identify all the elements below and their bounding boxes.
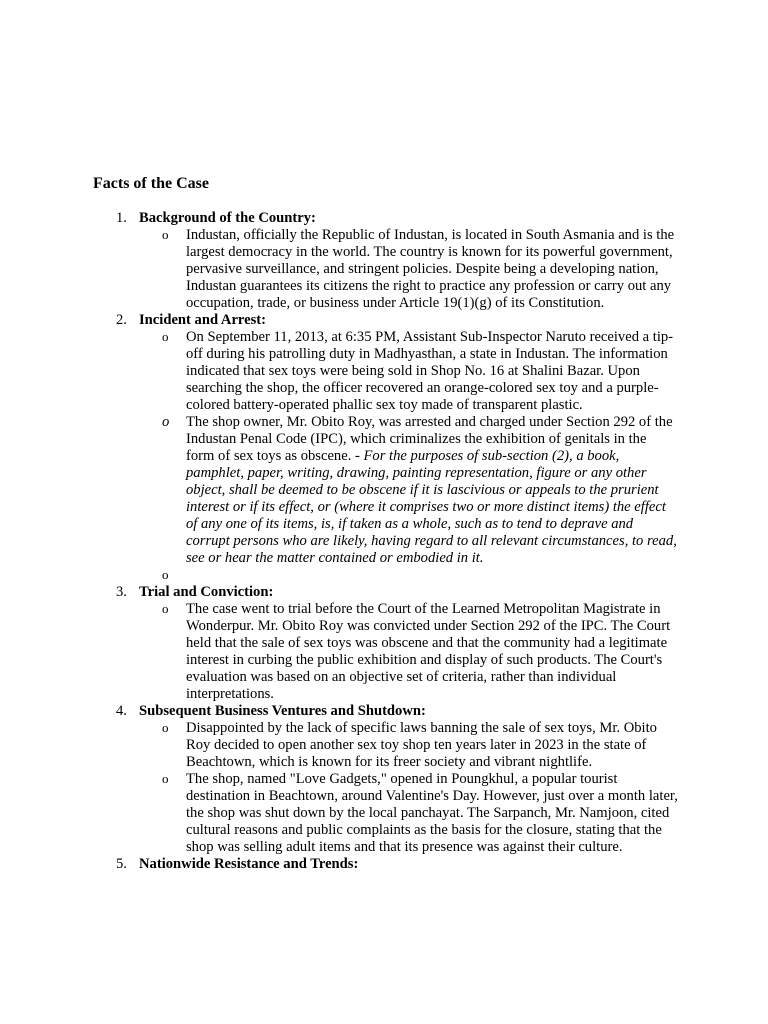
empty-list-item bbox=[162, 567, 678, 584]
section-incident bbox=[0, 312, 768, 584]
bullet-text: The shop, named "Love Gadgets," opened in Poungkhul, a popular tourist destination in Beachtown, around Valentine's Day. However, just over a month later, the shop was shut down by the local panchayat. The Sarpanch, Mr. Namjoon, cited cultural reasons and public complaints as the basis for the closure, stating that the shop was selling adult items and that its presence was against their culture. bbox=[186, 771, 678, 855]
bullet-marker: o bbox=[162, 227, 169, 242]
bullet-marker: o bbox=[162, 771, 169, 786]
list-item bbox=[162, 414, 678, 567]
list-item bbox=[162, 601, 678, 703]
bullet-marker: o bbox=[162, 601, 169, 616]
section-number: 1. bbox=[116, 210, 127, 226]
section-title: Incident and Arrest: bbox=[139, 312, 267, 328]
section-resistance bbox=[0, 856, 768, 873]
bullet-marker: o bbox=[162, 567, 169, 582]
section-title: Background of the Country: bbox=[139, 210, 316, 226]
section-title: Trial and Conviction: bbox=[139, 584, 274, 600]
bullet-marker: o bbox=[162, 329, 169, 344]
bullet-marker: o bbox=[162, 414, 170, 430]
bullet-list bbox=[0, 720, 768, 856]
ipc-quote: For the purposes of sub-section (2), a book, pamphlet, paper, writing, drawing, painting representation, figure or any other object, shall be deemed to be obscene if it is lascivious or appeals to the prurient interest or if its effect, or (where it comprises two or more distinct items) the effect of any one of its items, is, if taken as a whole, such as to tend to deprave and corrupt persons who are likely, having regard to all relevant circumstances, to read, see or hear the matter contained or embodied in it. bbox=[186, 448, 677, 566]
section-trial bbox=[0, 584, 768, 703]
bullet-marker: o bbox=[162, 720, 169, 735]
facts-list bbox=[0, 210, 768, 873]
bullet-text: Industan, officially the Republic of Industan, is located in South Asmania and is the largest democracy in the world. The country is known for its powerful government, pervasive surveillance, and stringent policies. Despite being a developing nation, Industan guarantees its citizens the right to practice any profession or carry out any occupation, trade, or business under Article 19(1)(g) of its Constitution. bbox=[186, 227, 675, 311]
page-title: Facts of the Case bbox=[93, 175, 209, 192]
bullet-list bbox=[0, 601, 768, 703]
bullet-text: The shop owner, Mr. Obito Roy, was arrested and charged under Section 292 of the Industan Penal Code (IPC), which criminalizes the exhibition of genitals in the form of sex toys as obscene. - bbox=[186, 414, 673, 464]
section-title: Subsequent Business Ventures and Shutdown: bbox=[139, 703, 426, 719]
list-item bbox=[162, 227, 678, 312]
section-number: 2. bbox=[116, 312, 127, 328]
list-item bbox=[162, 771, 678, 856]
bullet-text: Disappointed by the lack of specific laws banning the sale of sex toys, Mr. Obito Roy decided to open another sex toy shop ten years later in 2023 in the state of Beachtown, which is known for its freer society and vibrant nightlife. bbox=[186, 720, 657, 770]
bullet-list bbox=[0, 329, 768, 584]
section-number: 3. bbox=[116, 584, 127, 600]
bullet-list bbox=[0, 227, 768, 312]
section-number: 5. bbox=[116, 856, 127, 872]
list-item bbox=[162, 329, 678, 414]
bullet-text: On September 11, 2013, at 6:35 PM, Assistant Sub-Inspector Naruto received a tip-off during his patrolling duty in Madhyasthan, a state in Industan. The information indicated that sex toys were being sold in Shop No. 16 at Shalini Bazar. Upon searching the shop, the officer recovered an orange-colored sex toy and a purple-colored battery-operated phallic sex toy made of transparent plastic. bbox=[186, 329, 674, 413]
section-number: 4. bbox=[116, 703, 127, 719]
section-business bbox=[0, 703, 768, 856]
bullet-text: The case went to trial before the Court of the Learned Metropolitan Magistrate in Wonderpur. Mr. Obito Roy was convicted under Section 292 of the IPC. The Court held that the sale of sex toys was obscene and that the community had a legitimate interest in curbing the public exhibition and display of such products. The Court's evaluation was based on an objective set of criteria, rather than individual interpretations. bbox=[186, 601, 671, 702]
section-title: Nationwide Resistance and Trends: bbox=[139, 856, 359, 872]
list-item bbox=[162, 720, 678, 771]
section-background bbox=[0, 210, 768, 312]
